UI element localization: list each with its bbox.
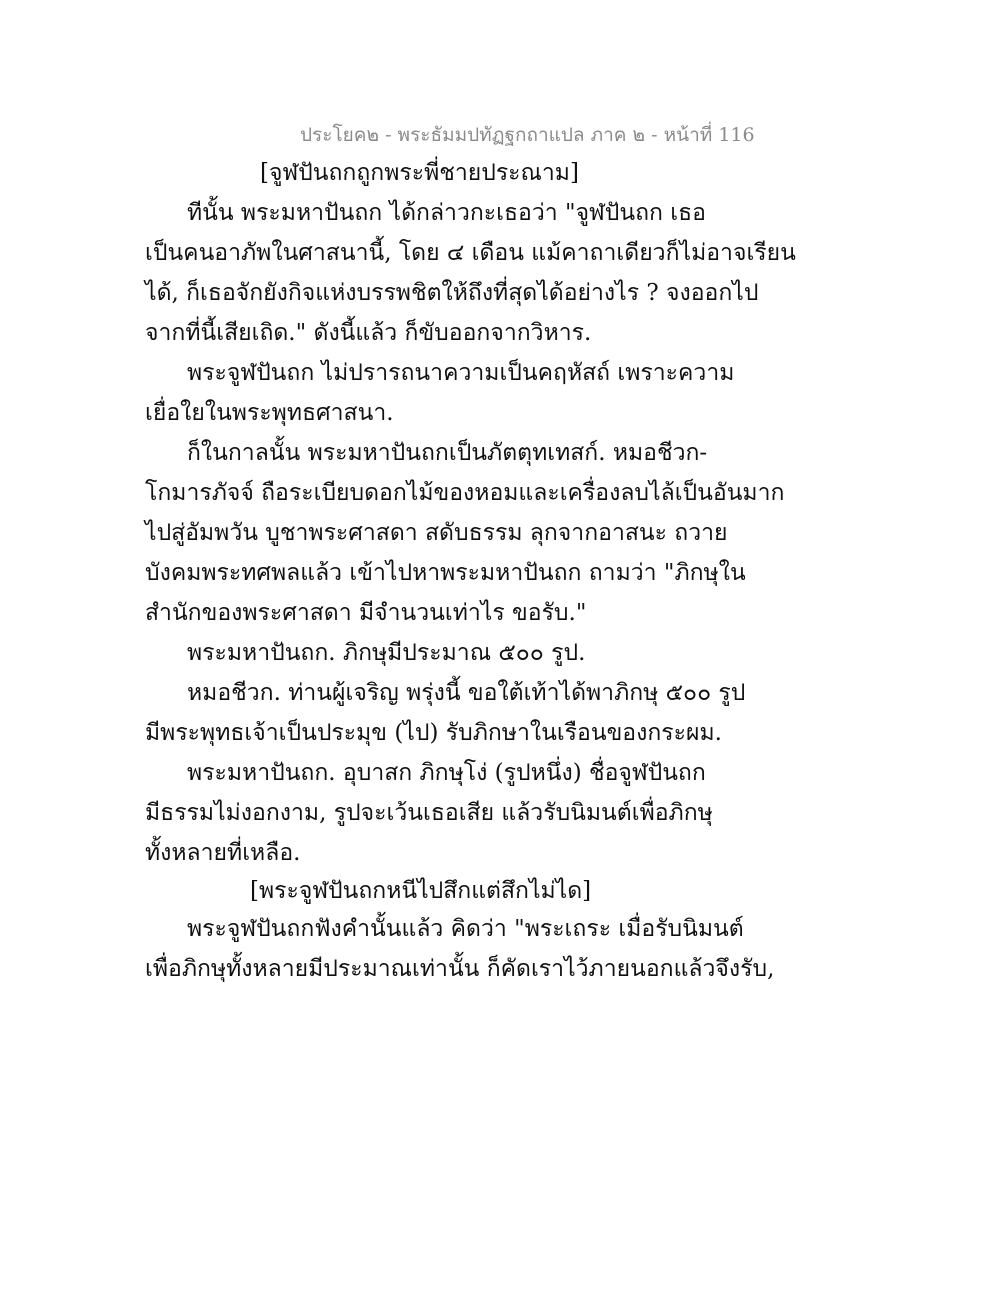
paragraph-line: หมอชีวก. ท่านผู้เจริญ พรุ่งนี้ ขอใต้เท้าได้พาภิกษุ ๕๐๐ รูป (187, 680, 746, 706)
paragraph-line: มีธรรมไม่งอกงาม, รูปจะเว้นเธอเสีย แล้วรับนิมนต์เพื่อภิกษุ (145, 800, 713, 826)
paragraph-line: บังคมพระทศพลแล้ว เข้าไปหาพระมหาปันถก ถามว่า "ภิกษุใน (145, 560, 746, 586)
paragraph-line: ก็ในกาลนั้น พระมหาปันถกเป็นภัตตุทเทสก์. หมอชีวก- (187, 440, 708, 466)
subheading: [พระจูฬปันถกหนีไปสึกแต่สึกไม่ได] (250, 878, 592, 904)
paragraph-line: ทั้งหลายที่เหลือ. (145, 840, 301, 866)
paragraph-line: มีพระพุทธเจ้าเป็นประมุข (ไป) รับภิกษาในเรือนของกระผม. (145, 720, 722, 746)
paragraph-line: พระจูฬปันถกฟังคำนั้นแล้ว คิดว่า "พระเถระ เมื่อรับนิมนต์ (187, 916, 744, 942)
paragraph-line: เป็นคนอาภัพในศาสนานี้, โดย ๔ เดือน แม้คาถาเดียวก็ไม่อาจเรียน (145, 240, 796, 266)
paragraph-line: ไปสู่อัมพวัน บูชาพระศาสดา สดับธรรม ลุกจากอาสนะ ถวาย (145, 520, 728, 546)
paragraph-line: เพื่อภิกษุทั้งหลายมีประมาณเท่านั้น ก็คัดเราไว้ภายนอกแล้วจึงรับ, (145, 956, 775, 982)
paragraph-line: ทีนั้น พระมหาปันถก ได้กล่าวกะเธอว่า "จูฬปันถก เธอ (187, 200, 706, 226)
paragraph-line: พระมหาปันถก. ภิกษุมีประมาณ ๕๐๐ รูป. (187, 640, 586, 666)
paragraph-line: เยื่อใยในพระพุทธศาสนา. (145, 400, 394, 426)
paragraph-line: โกมารภัจจ์ ถือระเบียบดอกไม้ของหอมและเครื่องลบไล้เป็นอันมาก (145, 480, 785, 506)
subheading: [จูฬปันถกถูกพระพี่ชายประณาม] (260, 160, 579, 186)
paragraph-line: พระจูฬปันถก ไม่ปรารถนาความเป็นคฤหัสถ์ เพราะความ (187, 360, 735, 386)
paragraph-line: จากที่นี้เสียเถิด." ดังนี้แล้ว ก็ขับออกจากวิหาร. (145, 320, 592, 346)
paragraph-line: สำนักของพระศาสดา มีจำนวนเท่าไร ขอรับ." (145, 600, 587, 626)
paragraph-line: ได้, ก็เธอจักยังกิจแห่งบรรพชิตให้ถึงที่สุดได้อย่างไร ? จงออกไป (145, 280, 759, 306)
running-header: ประโยค๒ - พระธัมมปทัฏฐกถาแปล ภาค ๒ - หน้าที่ 116 (300, 124, 755, 146)
paragraph-line: พระมหาปันถก. อุบาสก ภิกษุโง่ (รูปหนึ่ง) ชื่อจูฬปันถก (187, 760, 706, 786)
